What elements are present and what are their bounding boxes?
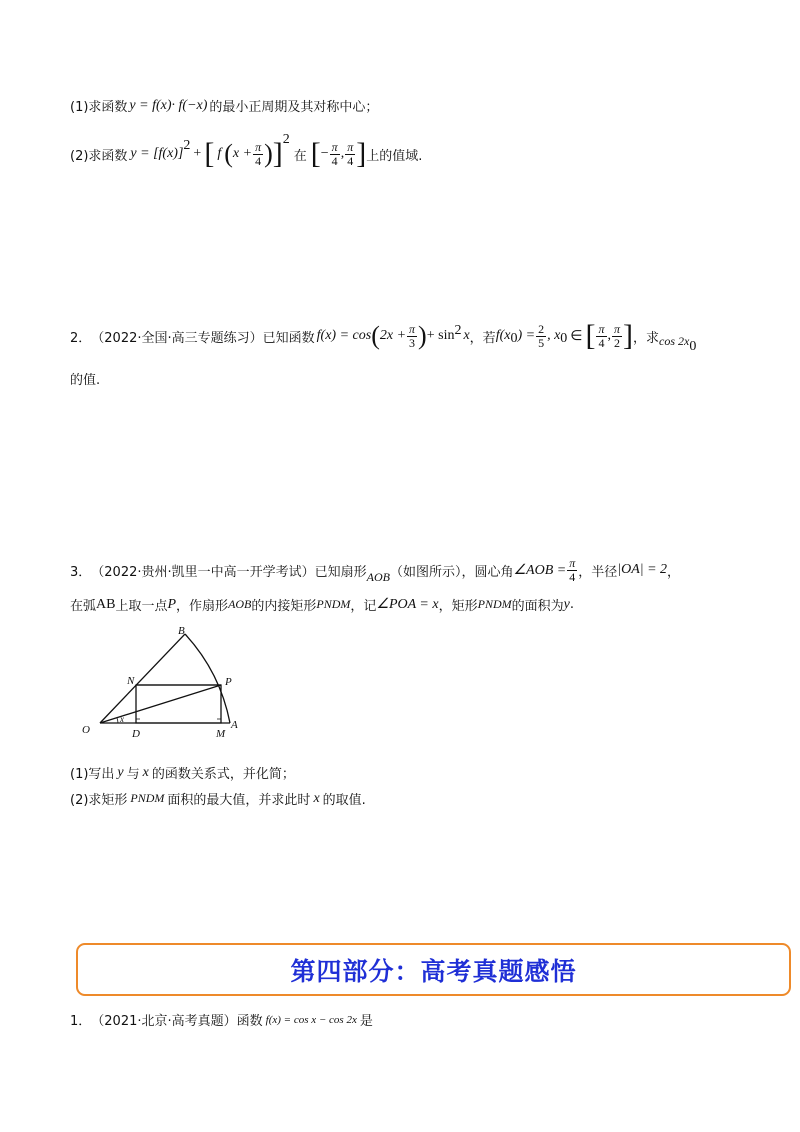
q3-line1 [70, 552, 680, 588]
q3-part1-y: y [117, 764, 124, 780]
q2-pi2: π [598, 321, 605, 336]
q2-line2: 的值. [70, 373, 101, 388]
q2-sub0: 0 [510, 331, 518, 346]
q2-bracket-left: [ [585, 319, 596, 352]
label-n: N [127, 675, 135, 687]
q1-part2-neg: − [320, 146, 329, 161]
r1-line [70, 1010, 373, 1029]
q3-end1: ， [667, 564, 681, 580]
q1-part2-x: x + [232, 146, 253, 161]
r1-number: 1． [70, 1014, 92, 1029]
bracket-left: [ [204, 137, 215, 170]
q1-part2-comma: , [340, 146, 345, 161]
q2-paren-right: ) [418, 321, 427, 350]
q3-aob: AOB [366, 569, 390, 584]
label-m: M [216, 728, 226, 740]
q2-cos2x0: cos 2x [659, 333, 690, 348]
sector-figure [70, 622, 260, 747]
r1-end: 是 [359, 1014, 373, 1029]
q3-line2-f: ，矩形 [438, 599, 478, 614]
q1-part2-zai: 在 [293, 148, 307, 164]
bracket-right: ] [272, 137, 283, 170]
q2-mid-text: ，若 [469, 330, 496, 346]
q2-sub0b: 0 [560, 331, 568, 346]
q3-line2-b: 上取一点 [115, 599, 168, 614]
q3-part1-c: 的函数关系式，并化简； [151, 767, 295, 782]
q3-line2 [70, 595, 574, 614]
q2-five: 5 [538, 335, 545, 350]
q3-source: （2022·贵州·凯里一中高一开学考试）已知扇形 [91, 564, 367, 580]
q3-pndm2: PNDM [477, 597, 512, 611]
q2-sin-sup: 2 [454, 323, 462, 338]
q1-part2-sup: 2 [183, 138, 191, 153]
q3-aob2: AOB [228, 597, 252, 611]
q2-plus-sin: + sin [426, 328, 455, 343]
label-a: A [231, 719, 238, 731]
angle-arc-x [117, 718, 118, 723]
q1-part1-text: 的最小正周期及其对称中心； [209, 100, 379, 115]
q2-in: ∈ [570, 328, 583, 344]
q3-line2-g: 的面积为 [511, 599, 564, 614]
q1-part2-pi: π [255, 139, 262, 154]
q2-sin-x: x [463, 328, 470, 343]
q2-fx0: f(x [495, 328, 511, 343]
label-x: x [120, 714, 124, 724]
q1-part1-formula: y = f(x)· f(−x) [129, 97, 208, 113]
q1-part2-f: f [217, 146, 222, 161]
q2-two: 2 [538, 321, 545, 336]
q3-part2 [70, 789, 366, 808]
q3-y: y [563, 596, 570, 612]
q3-part2-pndm: PNDM [130, 791, 165, 805]
rectangle-pndm [136, 685, 221, 723]
q3-period: . [569, 597, 574, 612]
paren-right: ) [264, 139, 273, 168]
q3-line2-a: 在弧 [70, 599, 97, 614]
q2-fx0-end: ) = [517, 328, 536, 343]
q2-paren-left: ( [371, 321, 380, 350]
q3-oa: |OA| = 2 [617, 562, 668, 577]
q1-part2-pi2: π [331, 139, 338, 154]
q3-paren: （如图所示），圆心角 [389, 564, 514, 580]
q3-part2-a: (2)求矩形 [70, 793, 128, 808]
q3-angle: ∠AOB = [513, 562, 567, 578]
q2-inner: 2x + [379, 328, 407, 343]
label-d: D [132, 728, 140, 740]
q3-pndm: PNDM [316, 597, 351, 611]
q3-part2-c: 的取值. [322, 793, 366, 808]
q2-x0: , x [547, 328, 561, 343]
q2-source: （2022·全国·高三专题练习）已知函数 [91, 330, 315, 346]
q3-number: 3． [70, 564, 92, 580]
q3-ab: AB [96, 596, 116, 612]
label-b: B [178, 625, 185, 637]
q2-sub0c: 0 [689, 339, 697, 354]
arc-ab [185, 634, 230, 723]
q1-part2-pi3: π [347, 139, 354, 154]
interval-right: ] [356, 137, 367, 170]
section-banner [76, 943, 791, 996]
q2-qiu: ，求 [633, 330, 660, 346]
q3-part1-a: (1)写出 [70, 767, 115, 782]
q1-part1-label: (1)求函数 [70, 100, 128, 115]
q1-part2-four: 4 [255, 153, 262, 168]
q2-four: 4 [598, 335, 605, 350]
q1-part2-text: 上的值域. [366, 148, 423, 164]
q1-part2-sup2: 2 [282, 132, 290, 147]
section-banner-title: 第四部分：高考真题感悟 [290, 956, 577, 986]
q1-part2-four2: 4 [331, 153, 338, 168]
r1-source: （2021·北京·高考真题）函数 [91, 1014, 263, 1029]
q1-part1 [70, 96, 378, 115]
q2-pi3: π [614, 321, 621, 336]
q3-part1-x: x [142, 764, 149, 780]
interval-left: [ [310, 137, 321, 170]
q3-poa: ∠POA = x [376, 597, 439, 612]
paren-left: ( [224, 139, 233, 168]
q2-bracket-right: ] [623, 319, 634, 352]
q3-pi: π [569, 555, 576, 570]
label-p: P [225, 676, 232, 688]
q3-part2-x: x [313, 790, 320, 806]
q1-part2-plus: + [193, 146, 202, 161]
q2-number: 2． [70, 330, 92, 346]
q2-pi: π [409, 321, 416, 336]
q3-line2-c: ，作扇形 [176, 599, 229, 614]
q3-line2-d: 的内接矩形 [251, 599, 317, 614]
q2-three: 3 [409, 335, 416, 350]
q2-comma: , [607, 328, 611, 343]
q1-part2-four3: 4 [347, 153, 354, 168]
q2-twoden: 2 [614, 335, 620, 350]
q3-part1 [70, 763, 295, 782]
q3-part2-b: 面积的最大值，并求此时 [167, 793, 311, 808]
q1-part2-formula-a: y = [f(x)] [130, 146, 184, 161]
q2-line1 [70, 315, 696, 357]
r1-formula: f(x) = cos x − cos 2x [265, 1013, 357, 1026]
q3-p: P [167, 596, 177, 612]
label-o: O [82, 724, 90, 736]
q2-fx: f(x) = cos [316, 328, 372, 343]
q3-line2-e: ，记 [350, 599, 377, 614]
q3-radius-text: ，半径 [578, 564, 618, 580]
q3-part1-b: 与 [126, 767, 140, 782]
q3-four: 4 [569, 569, 576, 584]
q1-part2-label: (2)求函数 [70, 148, 128, 164]
q1-part2 [70, 132, 422, 176]
